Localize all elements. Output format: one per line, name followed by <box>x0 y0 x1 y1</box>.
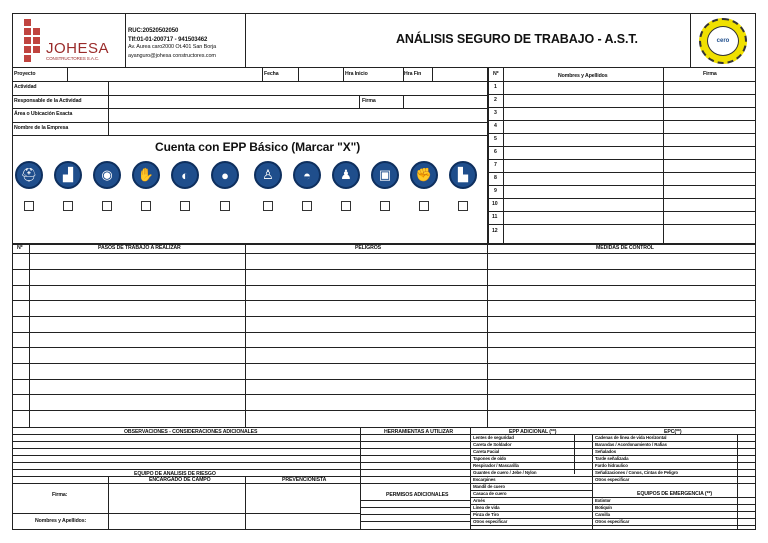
cero-accidentes-badge <box>699 18 747 64</box>
company-email: ayanguro@johesa constructores.com <box>128 53 216 59</box>
hra-fin-field[interactable] <box>433 69 487 80</box>
epp-checkbox[interactable] <box>102 201 112 211</box>
badge-label: cero <box>716 38 730 44</box>
label-firma-responsable: Firma <box>362 98 376 104</box>
permisos-adicionales-header: PERMISOS ADICIONALES <box>386 492 449 498</box>
epp-item: Guantes de cuero / Jebe / Nylon <box>473 470 537 475</box>
label-area: Área o Ubicación Exacta <box>14 111 73 117</box>
header-box <box>12 13 756 68</box>
prevencionista-header: PREVENCIONISTA <box>282 477 327 483</box>
mask-icon: ◉ <box>93 161 121 189</box>
label-empresa: Nombre de la Empresa <box>14 125 69 131</box>
header-divider-2 <box>245 13 246 68</box>
epp-item: Pinza de Tiro <box>473 512 499 517</box>
observaciones-header: OBSERVACIONES - CONSIDERACIONES ADICIONALES <box>124 429 258 435</box>
helmet-icon: ⛑ <box>15 161 43 189</box>
respirator-icon: ● <box>211 161 239 189</box>
company-ruc: RUC:20520502050 <box>128 28 179 34</box>
signer-row-number: 12 <box>492 228 498 234</box>
signer-row-number: 5 <box>494 136 497 142</box>
encargado-header: ENCARGADO DE CAMPO <box>149 477 211 483</box>
company-tel: Tlf:01-01-200717 - 941503462 <box>128 37 208 43</box>
harness-icon: ♟ <box>332 161 360 189</box>
emergencia-item: Extintor <box>595 498 611 503</box>
herramientas-header: HERRAMIENTAS A UTILIZAR <box>384 429 453 435</box>
epc-item: Barandas / Acordonamiento / Rafias <box>595 442 667 447</box>
epp-checkbox[interactable] <box>63 201 73 211</box>
label-actividad: Actividad <box>14 84 37 90</box>
signer-row-number: 3 <box>494 110 497 116</box>
epc-item: Otros especificar <box>595 477 630 482</box>
header-divider-3 <box>690 13 691 68</box>
epc-item: Señalados <box>595 449 617 454</box>
prevencionista-firma-field[interactable] <box>246 484 359 512</box>
encargado-nombre-field[interactable] <box>109 514 244 529</box>
signer-row-number: 1 <box>494 84 497 90</box>
steps-peligros-header: PELIGROS <box>355 245 382 251</box>
signers-num-header: Nº <box>493 71 499 77</box>
nombres-label: Nombres y Apellidos: <box>35 518 87 524</box>
ear-protection-icon: ◐ <box>171 161 199 189</box>
signer-row-number: 2 <box>494 97 497 103</box>
proyecto-field[interactable] <box>68 69 261 80</box>
signers-firma-header: Firma <box>703 71 717 77</box>
welding-mask-icon: ▣ <box>371 161 399 189</box>
epp-checkbox[interactable] <box>141 201 151 211</box>
epc-item: Tarde señalizada <box>595 456 629 461</box>
encargado-firma-field[interactable] <box>109 484 244 512</box>
epp-item: Respirador / Mascarilla <box>473 463 519 468</box>
epp-checkbox[interactable] <box>341 201 351 211</box>
prevencionista-nombre-field[interactable] <box>246 514 359 529</box>
emergencia-item: Botiquín <box>595 505 613 510</box>
signer-row-number: 7 <box>494 162 497 168</box>
company-name: JOHESA <box>46 40 110 57</box>
signer-row-number: 6 <box>494 149 497 155</box>
epp-checkbox[interactable] <box>380 201 390 211</box>
epp-checkbox[interactable] <box>302 201 312 211</box>
epp-item: Arnés <box>473 498 485 503</box>
epc-item: Cadenas de línea de vida Horizontal <box>595 435 667 440</box>
signer-row-number: 11 <box>492 214 498 220</box>
signer-row-number: 9 <box>494 188 497 194</box>
firma-responsable-field[interactable] <box>404 96 487 107</box>
company-subname: CONSTRUCTORES S.A.C. <box>46 56 100 61</box>
epp-checkbox[interactable] <box>220 201 230 211</box>
signers-name-header: Nombres y Apellidos <box>558 73 608 79</box>
epp-item: Línea de vida <box>473 505 500 510</box>
epp-checkbox[interactable] <box>24 201 34 211</box>
epp-item: Escarpines <box>473 477 496 482</box>
area-field[interactable] <box>109 109 487 121</box>
hra-inicio-field[interactable] <box>370 69 402 80</box>
safety-boot-icon: ▙ <box>449 161 477 189</box>
epp-adicional-header: EPP ADICIONAL (**) <box>509 429 557 435</box>
epp-item: Casaca de cuero <box>473 491 507 496</box>
label-hra-inicio: Hra Inicio <box>345 71 368 77</box>
header-divider-1 <box>125 13 126 68</box>
label-proyecto: Proyecto <box>14 71 36 77</box>
label-fecha: Fecha <box>264 71 279 77</box>
document-title: ANÁLISIS SEGURO DE TRABAJO - A.S.T. <box>396 32 638 46</box>
label-responsable: Responsable de la Actividad <box>14 98 82 104</box>
fecha-field[interactable] <box>299 69 342 80</box>
steps-pasos-header: PASOS DE TRABAJO A REALIZAR <box>98 245 181 251</box>
epc-item: Fardo hidraulico <box>595 463 628 468</box>
label-hra-fin: Hra Fin <box>404 71 422 77</box>
epp-item: Careta de Soldador <box>473 442 512 447</box>
epp-checkbox[interactable] <box>458 201 468 211</box>
signer-row-number: 4 <box>494 123 497 129</box>
equipos-emergencia-header: EQUIPOS DE EMERGENCIA (**) <box>637 491 713 497</box>
boots-icon: ▟ <box>54 161 82 189</box>
empresa-field[interactable] <box>109 123 487 134</box>
gloves-icon: ✋ <box>132 161 160 189</box>
actividad-field[interactable] <box>109 82 487 94</box>
emergencia-item: Otros especificar <box>595 519 630 524</box>
epp-checkbox[interactable] <box>419 201 429 211</box>
glove-icon: ✊ <box>410 161 438 189</box>
epp-checkbox[interactable] <box>263 201 273 211</box>
epp-item: Mandil de cuero <box>473 484 505 489</box>
company-address: Av. Aurea caro2000 Ot.401 San Borja <box>128 44 217 50</box>
face-shield-icon: ◓ <box>293 161 321 189</box>
responsable-field[interactable] <box>109 96 358 107</box>
emergencia-item: Camilla <box>595 512 610 517</box>
steps-num-header: Nº <box>17 245 23 251</box>
epc-item: Señalizaciones / Conos, Cintas de Peligro <box>595 470 679 475</box>
epp-item: Otros especificar <box>473 519 508 524</box>
signer-row-number: 8 <box>494 175 497 181</box>
coverall-icon: ♙ <box>254 161 282 189</box>
epp-title: Cuenta con EPP Básico (Marcar "X") <box>155 140 361 154</box>
steps-table <box>12 244 756 428</box>
equipo-analisis-header: EQUIPO DE ANALISIS DE RIESGO <box>134 471 216 477</box>
epp-item: Lentes de seguridad <box>473 435 514 440</box>
epp-checkbox[interactable] <box>180 201 190 211</box>
epp-item: Tapones de oído <box>473 456 507 461</box>
steps-medidas-header: MEDIDAS DE CONTROL <box>596 245 654 251</box>
epc-header: EPC(**) <box>664 429 682 435</box>
signer-row-number: 10 <box>492 201 498 207</box>
epp-item: Careta Facial <box>473 449 500 454</box>
firma-label: Firma: <box>52 492 68 498</box>
